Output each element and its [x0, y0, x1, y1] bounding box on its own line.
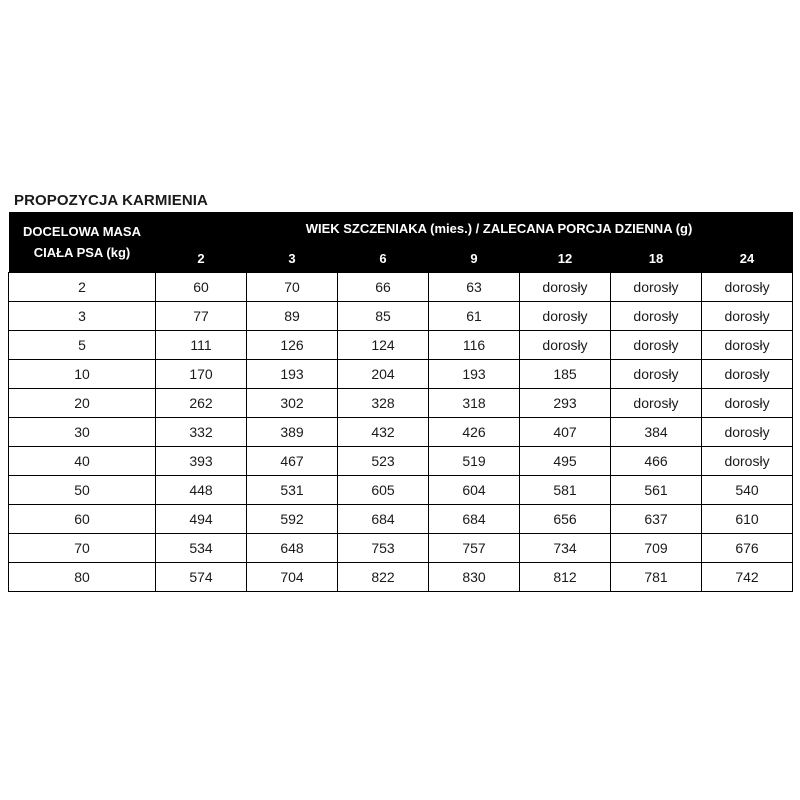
portion-cell: dorosły	[702, 331, 793, 360]
portion-cell: 830	[429, 563, 520, 592]
portion-cell: 495	[520, 447, 611, 476]
portion-cell: 781	[611, 563, 702, 592]
age-column-header: 12	[520, 244, 611, 273]
table-row	[9, 273, 793, 302]
portion-cell: 393	[156, 447, 247, 476]
portion-cell: 637	[611, 505, 702, 534]
portion-cell: 262	[156, 389, 247, 418]
mass-header-line-2: CIAŁA PSA (kg)	[33, 245, 131, 260]
table-row	[9, 534, 793, 563]
portion-cell: dorosły	[520, 331, 611, 360]
portion-cell: 89	[247, 302, 338, 331]
portion-cell: 704	[247, 563, 338, 592]
portion-cell: 523	[338, 447, 429, 476]
portion-cell: 193	[429, 360, 520, 389]
portion-cell: 384	[611, 418, 702, 447]
portion-cell: 170	[156, 360, 247, 389]
portion-cell: 466	[611, 447, 702, 476]
table-body	[9, 273, 793, 592]
portion-cell: 581	[520, 476, 611, 505]
portion-cell: dorosły	[520, 302, 611, 331]
mass-cell: 10	[9, 360, 156, 389]
age-group-header: WIEK SZCZENIAKA (mies.) / ZALECANA PORCJA DZIENNA (g)	[156, 212, 793, 244]
portion-cell: 70	[247, 273, 338, 302]
portion-cell: dorosły	[702, 273, 793, 302]
portion-cell: 592	[247, 505, 338, 534]
portion-cell: 574	[156, 563, 247, 592]
portion-cell: 332	[156, 418, 247, 447]
table-row	[9, 476, 793, 505]
portion-cell: 610	[702, 505, 793, 534]
portion-cell: 63	[429, 273, 520, 302]
mass-cell: 40	[9, 447, 156, 476]
mass-cell: 5	[9, 331, 156, 360]
portion-cell: 204	[338, 360, 429, 389]
portion-cell: 407	[520, 418, 611, 447]
portion-cell: 605	[338, 476, 429, 505]
portion-cell: 85	[338, 302, 429, 331]
portion-cell: 432	[338, 418, 429, 447]
age-column-header: 9	[429, 244, 520, 273]
portion-cell: 561	[611, 476, 702, 505]
portion-cell: dorosły	[702, 302, 793, 331]
mass-cell: 3	[9, 302, 156, 331]
portion-cell: 604	[429, 476, 520, 505]
portion-cell: 116	[429, 331, 520, 360]
portion-cell: 676	[702, 534, 793, 563]
mass-cell: 20	[9, 389, 156, 418]
portion-cell: 389	[247, 418, 338, 447]
portion-cell: 753	[338, 534, 429, 563]
portion-cell: 66	[338, 273, 429, 302]
portion-cell: dorosły	[702, 360, 793, 389]
table-row	[9, 360, 793, 389]
mass-cell: 50	[9, 476, 156, 505]
portion-cell: 124	[338, 331, 429, 360]
age-column-header: 24	[702, 244, 793, 273]
portion-cell: 684	[338, 505, 429, 534]
mass-cell: 80	[9, 563, 156, 592]
page-title: PROPOZYCJA KARMIENIA	[14, 192, 208, 209]
mass-cell: 2	[9, 273, 156, 302]
table-row	[9, 418, 793, 447]
portion-cell: 812	[520, 563, 611, 592]
portion-cell: dorosły	[611, 389, 702, 418]
portion-cell: 734	[520, 534, 611, 563]
mass-column-header	[9, 212, 156, 273]
age-column-header: 18	[611, 244, 702, 273]
header-row-group	[9, 212, 793, 244]
portion-cell: 494	[156, 505, 247, 534]
portion-cell: 77	[156, 302, 247, 331]
age-column-header: 6	[338, 244, 429, 273]
table-row	[9, 331, 793, 360]
portion-cell: dorosły	[702, 389, 793, 418]
portion-cell: 648	[247, 534, 338, 563]
portion-cell: 540	[702, 476, 793, 505]
table-row	[9, 563, 793, 592]
portion-cell: 467	[247, 447, 338, 476]
age-column-header: 3	[247, 244, 338, 273]
portion-cell: 302	[247, 389, 338, 418]
portion-cell: 534	[156, 534, 247, 563]
portion-cell: 60	[156, 273, 247, 302]
portion-cell: 519	[429, 447, 520, 476]
portion-cell: dorosły	[611, 331, 702, 360]
portion-cell: 328	[338, 389, 429, 418]
table-row	[9, 389, 793, 418]
table-row	[9, 302, 793, 331]
mass-cell: 70	[9, 534, 156, 563]
portion-cell: 684	[429, 505, 520, 534]
mass-header-line-1: DOCELOWA MASA	[23, 224, 141, 239]
age-column-header: 2	[156, 244, 247, 273]
portion-cell: 318	[429, 389, 520, 418]
portion-cell: 709	[611, 534, 702, 563]
portion-cell: 193	[247, 360, 338, 389]
feeding-table	[8, 212, 793, 592]
mass-cell: 30	[9, 418, 156, 447]
portion-cell: 822	[338, 563, 429, 592]
portion-cell: 742	[702, 563, 793, 592]
portion-cell: 757	[429, 534, 520, 563]
portion-cell: 448	[156, 476, 247, 505]
portion-cell: dorosły	[611, 302, 702, 331]
portion-cell: dorosły	[702, 447, 793, 476]
portion-cell: dorosły	[611, 360, 702, 389]
table-header	[9, 212, 793, 273]
portion-cell: 656	[520, 505, 611, 534]
portion-cell: 126	[247, 331, 338, 360]
portion-cell: dorosły	[702, 418, 793, 447]
portion-cell: 111	[156, 331, 247, 360]
table-row	[9, 447, 793, 476]
portion-cell: 293	[520, 389, 611, 418]
portion-cell: 531	[247, 476, 338, 505]
table-row	[9, 505, 793, 534]
mass-cell: 60	[9, 505, 156, 534]
portion-cell: 426	[429, 418, 520, 447]
portion-cell: dorosły	[611, 273, 702, 302]
portion-cell: 61	[429, 302, 520, 331]
portion-cell: 185	[520, 360, 611, 389]
portion-cell: dorosły	[520, 273, 611, 302]
